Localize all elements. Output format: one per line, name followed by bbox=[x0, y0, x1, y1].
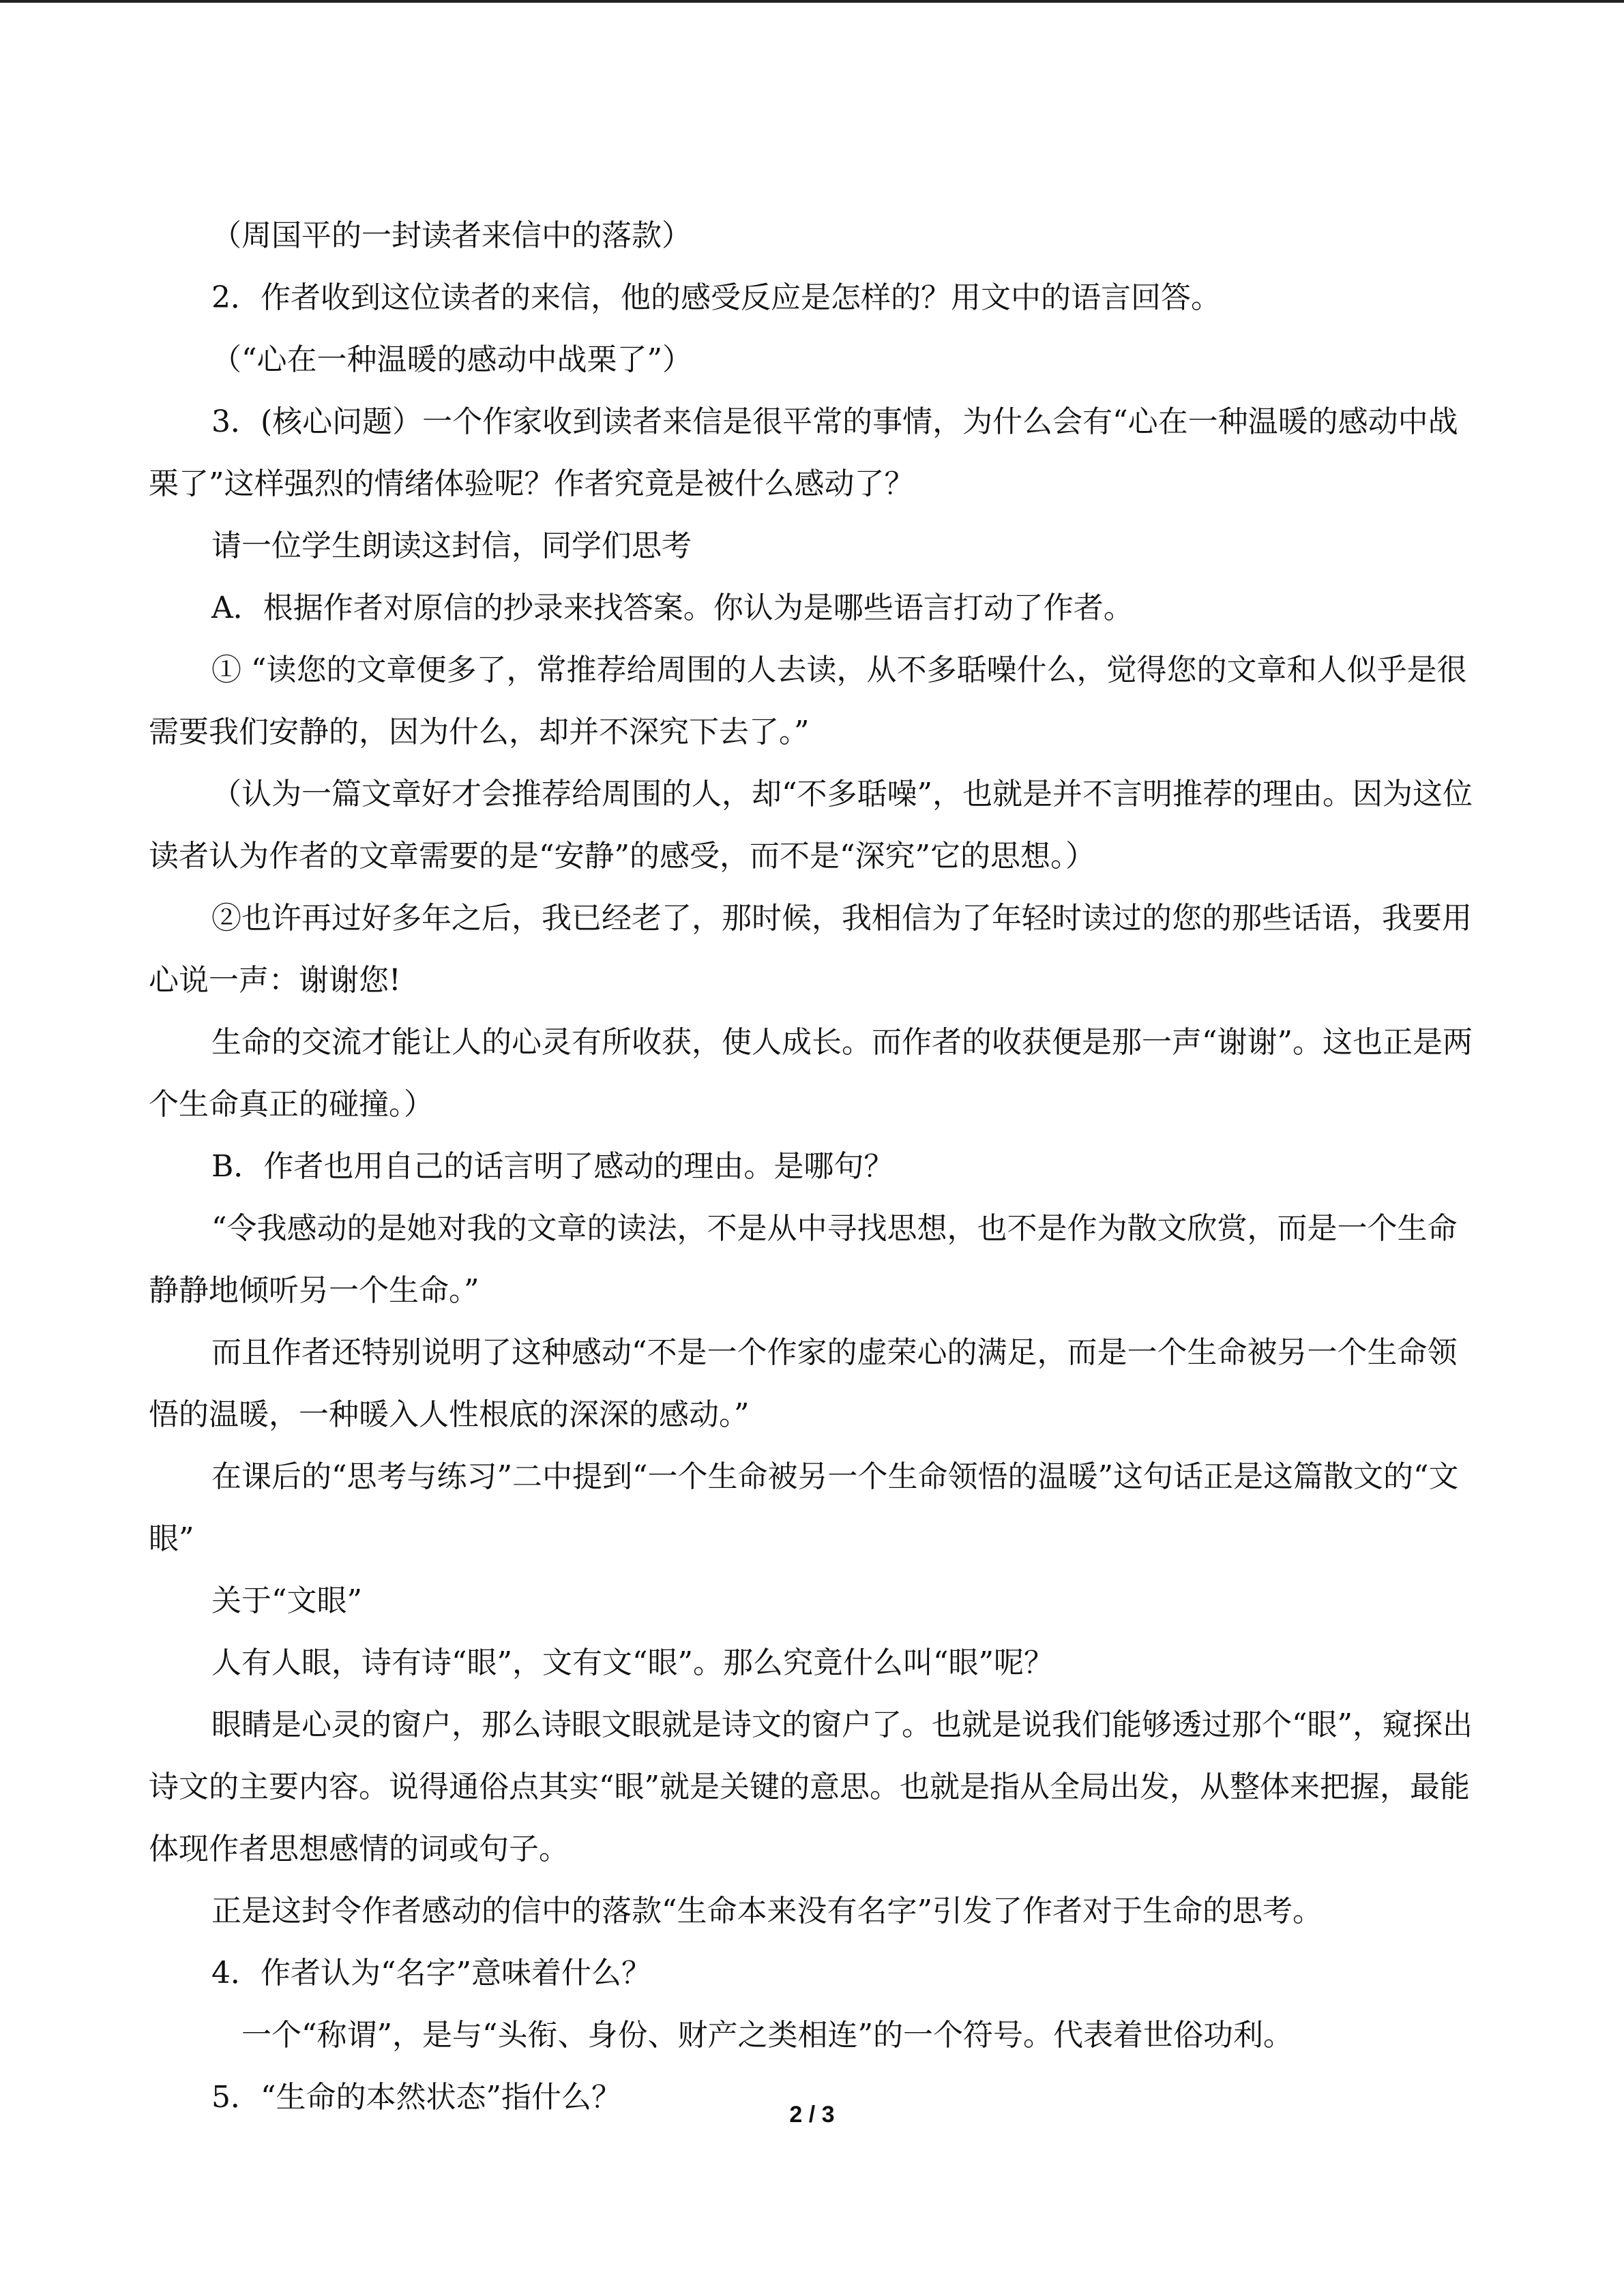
paragraph-point-a: A．根据作者对原信的抄录来找答案。你认为是哪些语言打动了作者。 bbox=[211, 591, 1134, 625]
paragraph-question-2: 2．作者收到这位读者的来信，他的感受反应是怎样的？用文中的语言回答。 bbox=[211, 280, 1221, 315]
paragraph-point-b: B．作者也用自己的话言明了感动的理由。是哪句？ bbox=[211, 1149, 894, 1184]
page-number: 2 / 3 bbox=[789, 2102, 835, 2128]
paragraph-quote-3: “令我感动的是她对我的文章的读法，不是从中寻找思想，也不是作为散文欣赏，而是一个生命静静地倾听另一个生命。” bbox=[149, 1211, 1458, 1308]
paragraph-question-3: 3．(核心问题）一个作家收到读者来信是很平常的事情，为什么会有“心在一种温暖的感动中战栗了”这样强烈的情绪体验呢？作者究竟是被什么感动了？ bbox=[149, 404, 1458, 501]
paragraph-wenyan-definition: 眼睛是心灵的窗户，那么诗眼文眼就是诗文的窗户了。也就是说我们能够透过那个“眼”，窥探出诗文的主要内容。说得通俗点其实“眼”就是关键的意思。也就是指从全局出发，从整体来把握，最能体现作者思想感情的词或句子。 bbox=[149, 1708, 1473, 1866]
paragraph-answer-2: （“心在一种温暖的感动中战栗了”） bbox=[211, 342, 692, 377]
paragraph-wenyan-question: 人有人眼，诗有诗“眼”，文有文“眼”。那么究竟什么叫“眼”呢？ bbox=[211, 1645, 1054, 1680]
document-body bbox=[149, 205, 1486, 2128]
paragraph-wenyan-intro: 在课后的“思考与练习”二中提到“一个生命被另一个生命领悟的温暖”这句话正是这篇散文的“文眼” bbox=[149, 1459, 1459, 1556]
paragraph-signature-note: （周国平的一封读者来信中的落款） bbox=[211, 218, 692, 253]
paragraph-question-5: 5．“生命的本然状态”指什么？ bbox=[211, 2080, 621, 2115]
paragraph-signature-reflection: 正是这封令作者感动的信中的落款“生命本来没有名字”引发了作者对于生命的思考。 bbox=[211, 1894, 1323, 1928]
paragraph-explanation-1: （认为一篇文章好才会推荐给周围的人，却“不多聒噪”，也就是并不言明推荐的理由。因为这位读者认为作者的文章需要的是“安静”的感受，而不是“深究”它的思想。） bbox=[149, 777, 1473, 874]
paragraph-question-4: 4．作者认为“名字”意味着什么？ bbox=[211, 1956, 651, 1991]
paragraph-explanation-2: 生命的交流才能让人的心灵有所收获，使人成长。而作者的收获便是那一声“谢谢”。这也正是两个生命真正的碰撞。） bbox=[149, 1025, 1473, 1122]
paragraph-reading-instruction: 请一位学生朗读这封信，同学们思考 bbox=[211, 528, 692, 563]
paragraph-quote-2: ②也许再过好多年之后，我已经老了，那时候，我相信为了年轻时读过的您的那些话语，我要用心说一声：谢谢您! bbox=[149, 901, 1472, 998]
paragraph-answer-4: 一个“称谓”，是与“头衔、身份、财产之类相连”的一个符号。代表着世俗功利。 bbox=[241, 2018, 1293, 2053]
paragraph-quote-1: ① “读您的文章便多了，常推荐给周围的人去读，从不多聒噪什么，觉得您的文章和人似乎是很需要我们安静的，因为什么，却并不深究下去了。” bbox=[149, 653, 1467, 749]
paragraph-author-explanation: 而且作者还特别说明了这种感动“不是一个作家的虚荣心的满足，而是一个生命被另一个生命领悟的温暖，一种暖入人性根底的深深的感动。” bbox=[149, 1335, 1458, 1432]
paragraph-wenyan-heading: 关于“文眼” bbox=[211, 1583, 362, 1618]
top-border-rule bbox=[0, 0, 1624, 3]
